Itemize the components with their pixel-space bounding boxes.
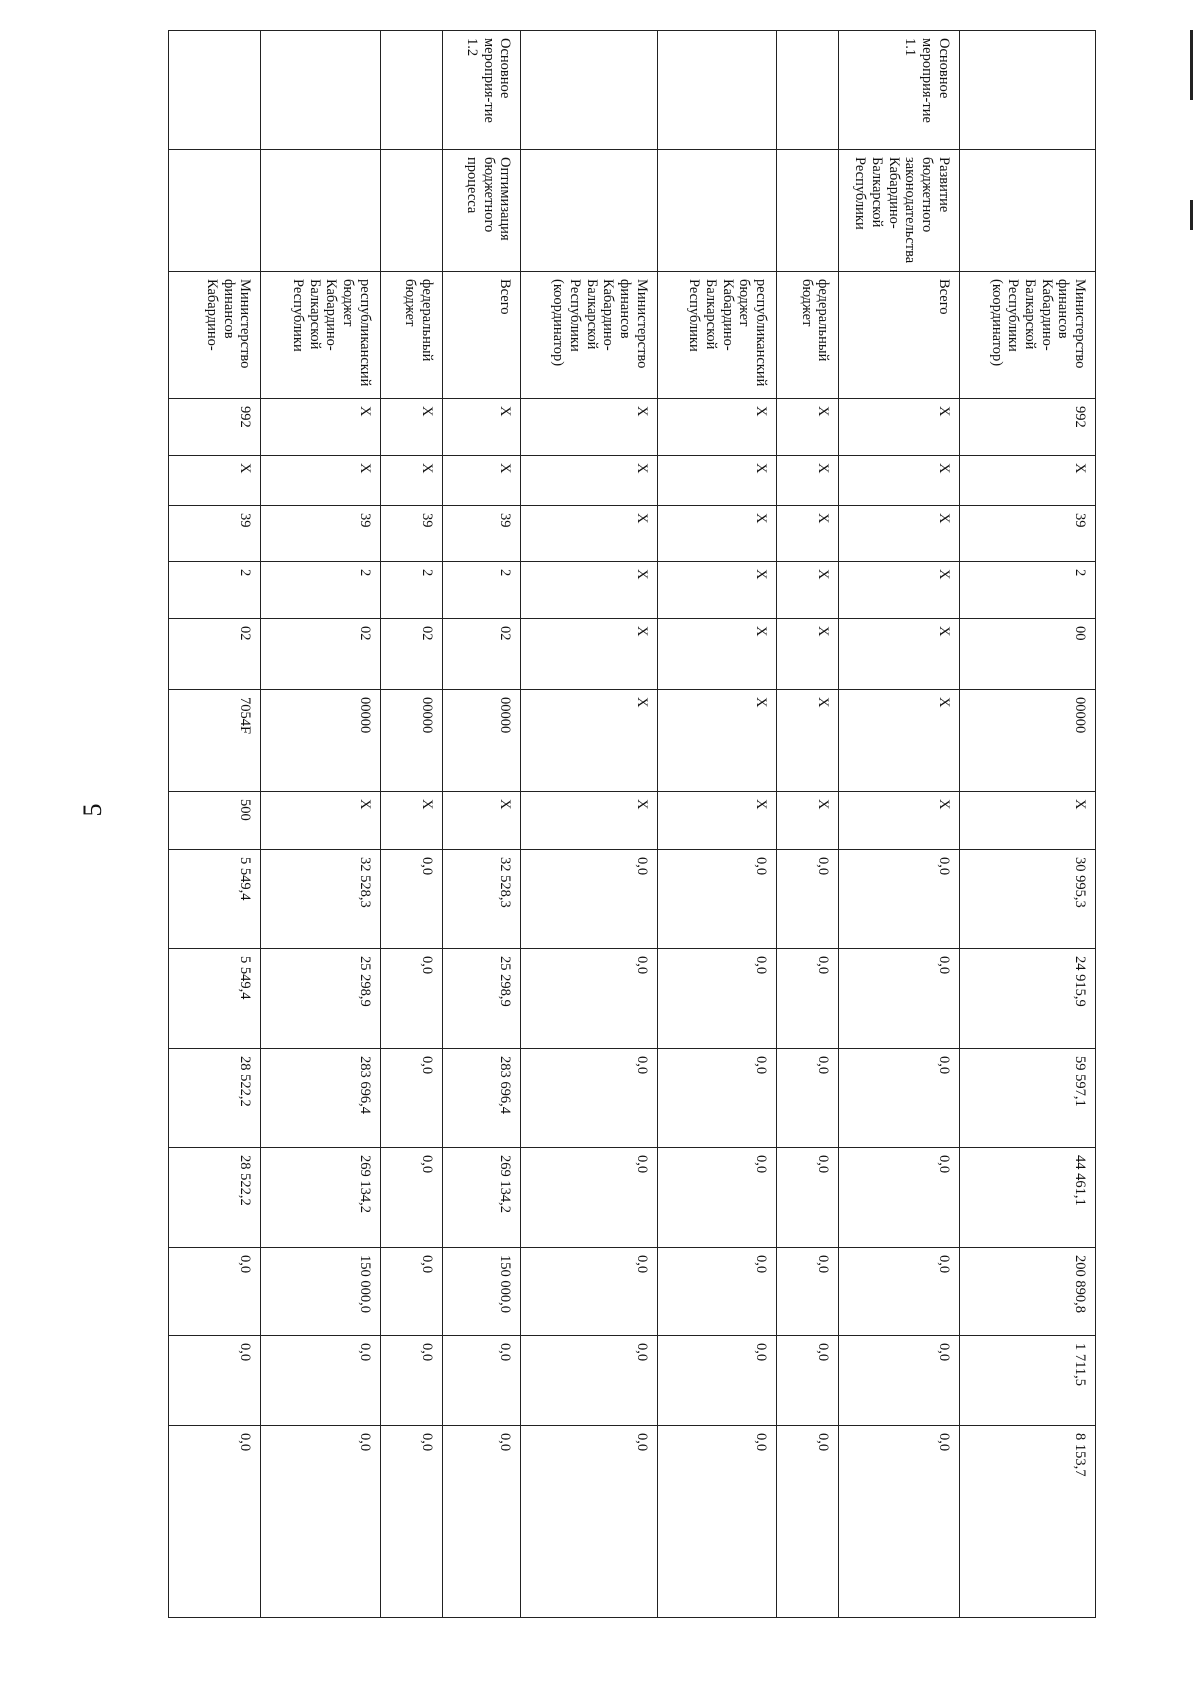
value-year-6-cell: 0,0 [442, 1336, 520, 1426]
value-year-5-cell: 0,0 [380, 1248, 442, 1336]
value-year-2-cell: 24 915,9 [959, 949, 1095, 1049]
funding-source-cell: Министерство финансов Кабардино-Балкарской Республики (координатор) [521, 272, 657, 399]
activity-name-cell [521, 150, 657, 272]
code-om-cell: 2 [380, 562, 442, 619]
code-target-direction-cell: X [521, 690, 657, 792]
value-year-3-cell: 0,0 [380, 1049, 442, 1148]
code-target-article-cell: 02 [261, 619, 380, 690]
value-year-3-cell: 0,0 [521, 1049, 657, 1148]
activity-name-cell [959, 150, 1095, 272]
value-year-2-cell: 0,0 [521, 949, 657, 1049]
code-om-cell: X [521, 562, 657, 619]
value-year-6-cell: 0,0 [261, 1336, 380, 1426]
value-year-2-cell: 0,0 [657, 949, 776, 1049]
value-year-6-cell: 0,0 [521, 1336, 657, 1426]
value-year-5-cell: 200 890,8 [959, 1248, 1095, 1336]
code-om-cell: 2 [959, 562, 1095, 619]
activity-status-cell [169, 31, 261, 150]
value-year-2-cell: 25 298,9 [261, 949, 380, 1049]
code-vr-cell: X [521, 792, 657, 850]
code-om-cell: X [776, 562, 838, 619]
code-pgp-cell: 39 [959, 506, 1095, 562]
code-gp-cell: X [521, 456, 657, 506]
code-pgp-cell: 39 [261, 506, 380, 562]
rotated-table-container [168, 30, 1096, 1617]
code-grbs-cell: 992 [169, 399, 261, 456]
value-year-4-cell: 44 461,1 [959, 1148, 1095, 1248]
value-year-1-cell: 0,0 [380, 850, 442, 949]
value-year-7-cell: 0,0 [261, 1426, 380, 1618]
code-gp-cell: X [839, 456, 959, 506]
value-year-1-cell: 0,0 [521, 850, 657, 949]
code-target-direction-cell: 00000 [442, 690, 520, 792]
value-year-7-cell: 0,0 [169, 1426, 261, 1618]
code-vr-cell: X [959, 792, 1095, 850]
funding-source-cell: Всего [839, 272, 959, 399]
value-year-7-cell: 0,0 [839, 1426, 959, 1618]
value-year-7-cell: 0,0 [442, 1426, 520, 1618]
code-target-article-cell: 02 [169, 619, 261, 690]
activity-status-cell: Основное мероприя-тие 1.2 [442, 31, 520, 150]
value-year-3-cell: 59 597,1 [959, 1049, 1095, 1148]
value-year-2-cell: 25 298,9 [442, 949, 520, 1049]
activity-name-cell [380, 150, 442, 272]
code-pgp-cell: 39 [380, 506, 442, 562]
value-year-4-cell: 0,0 [776, 1148, 838, 1248]
code-target-article-cell: X [657, 619, 776, 690]
value-year-1-cell: 0,0 [657, 850, 776, 949]
funding-source-cell: Министерство финансов Кабардино-Балкарской Республики (координатор) [959, 272, 1095, 399]
code-om-cell: 2 [169, 562, 261, 619]
value-year-6-cell: 1 711,5 [959, 1336, 1095, 1426]
code-target-direction-cell: 00000 [261, 690, 380, 792]
value-year-1-cell: 30 995,3 [959, 850, 1095, 949]
value-year-3-cell: 283 696,4 [442, 1049, 520, 1148]
value-year-1-cell: 32 528,3 [261, 850, 380, 949]
activity-status-cell [959, 31, 1095, 150]
code-target-article-cell: 02 [380, 619, 442, 690]
code-om-cell: X [839, 562, 959, 619]
value-year-4-cell: 269 134,2 [261, 1148, 380, 1248]
budget-table [168, 30, 1096, 1618]
value-year-1-cell: 0,0 [776, 850, 838, 949]
value-year-4-cell: 28 522,2 [169, 1148, 261, 1248]
code-target-article-cell: X [839, 619, 959, 690]
code-gp-cell: X [380, 456, 442, 506]
code-grbs-cell: X [657, 399, 776, 456]
value-year-4-cell: 0,0 [657, 1148, 776, 1248]
scan-edge-mark [1190, 30, 1193, 100]
value-year-6-cell: 0,0 [169, 1336, 261, 1426]
code-om-cell: X [657, 562, 776, 619]
code-grbs-cell: X [839, 399, 959, 456]
activity-name-cell: Развитие бюджетного законодательства Кабардино-Балкарской Республики [839, 150, 959, 272]
code-gp-cell: X [442, 456, 520, 506]
value-year-7-cell: 0,0 [776, 1426, 838, 1618]
value-year-7-cell: 0,0 [521, 1426, 657, 1618]
activity-status-cell [776, 31, 838, 150]
code-grbs-cell: 992 [959, 399, 1095, 456]
code-target-direction-cell: X [839, 690, 959, 792]
value-year-2-cell: 0,0 [380, 949, 442, 1049]
value-year-6-cell: 0,0 [839, 1336, 959, 1426]
funding-source-cell: Всего [442, 272, 520, 399]
value-year-2-cell: 0,0 [776, 949, 838, 1049]
activity-name-cell: Оптимизация бюджетного процесса [442, 150, 520, 272]
value-year-7-cell: 8 153,7 [959, 1426, 1095, 1618]
activity-name-cell [657, 150, 776, 272]
value-year-5-cell: 150 000,0 [261, 1248, 380, 1336]
code-gp-cell: X [261, 456, 380, 506]
code-pgp-cell: X [839, 506, 959, 562]
table-row [657, 31, 776, 1618]
code-target-direction-cell: 00000 [380, 690, 442, 792]
value-year-3-cell: 0,0 [839, 1049, 959, 1148]
value-year-7-cell: 0,0 [380, 1426, 442, 1618]
value-year-1-cell: 32 528,3 [442, 850, 520, 949]
code-vr-cell: X [839, 792, 959, 850]
table-row [959, 31, 1095, 1618]
code-target-article-cell: X [521, 619, 657, 690]
code-pgp-cell: X [521, 506, 657, 562]
code-pgp-cell: 39 [442, 506, 520, 562]
value-year-1-cell: 0,0 [839, 850, 959, 949]
code-target-direction-cell: 00000 [959, 690, 1095, 792]
code-grbs-cell: X [442, 399, 520, 456]
value-year-3-cell: 283 696,4 [261, 1049, 380, 1148]
code-vr-cell: X [261, 792, 380, 850]
funding-source-cell: федеральный бюджет [380, 272, 442, 399]
code-pgp-cell: X [776, 506, 838, 562]
code-gp-cell: X [169, 456, 261, 506]
code-vr-cell: X [380, 792, 442, 850]
code-target-article-cell: X [776, 619, 838, 690]
code-gp-cell: X [776, 456, 838, 506]
value-year-4-cell: 0,0 [380, 1148, 442, 1248]
activity-name-cell [261, 150, 380, 272]
value-year-3-cell: 28 522,2 [169, 1049, 261, 1148]
code-target-direction-cell: X [776, 690, 838, 792]
value-year-4-cell: 0,0 [839, 1148, 959, 1248]
value-year-4-cell: 269 134,2 [442, 1148, 520, 1248]
funding-source-cell: федеральный бюджет [776, 272, 838, 399]
value-year-5-cell: 0,0 [169, 1248, 261, 1336]
value-year-6-cell: 0,0 [380, 1336, 442, 1426]
table-row [776, 31, 838, 1618]
code-pgp-cell: X [657, 506, 776, 562]
page-number: 5 [78, 803, 107, 817]
activity-status-cell: Основное мероприя-тие 1.1 [839, 31, 959, 150]
table-body [169, 31, 1096, 1618]
code-target-article-cell: 02 [442, 619, 520, 690]
funding-source-cell: республиканский бюджет Кабардино-Балкарской Республики [261, 272, 380, 399]
activity-status-cell [521, 31, 657, 150]
value-year-1-cell: 5 549,4 [169, 850, 261, 949]
activity-status-cell [657, 31, 776, 150]
activity-name-cell [169, 150, 261, 272]
table-row [839, 31, 959, 1618]
code-grbs-cell: X [380, 399, 442, 456]
table-row [380, 31, 442, 1618]
table-row [169, 31, 261, 1618]
value-year-2-cell: 5 549,4 [169, 949, 261, 1049]
scan-edge-mark [1190, 200, 1193, 230]
value-year-5-cell: 0,0 [839, 1248, 959, 1336]
value-year-2-cell: 0,0 [839, 949, 959, 1049]
code-grbs-cell: X [521, 399, 657, 456]
code-om-cell: 2 [442, 562, 520, 619]
code-target-direction-cell: 7054F [169, 690, 261, 792]
funding-source-cell: республиканский бюджет Кабардино-Балкарской Республики [657, 272, 776, 399]
value-year-5-cell: 0,0 [521, 1248, 657, 1336]
code-vr-cell: X [776, 792, 838, 850]
value-year-7-cell: 0,0 [657, 1426, 776, 1618]
value-year-5-cell: 0,0 [657, 1248, 776, 1336]
code-gp-cell: X [959, 456, 1095, 506]
activity-status-cell [261, 31, 380, 150]
funding-source-cell: Министерство финансов Кабардино- [169, 272, 261, 399]
code-pgp-cell: 39 [169, 506, 261, 562]
code-gp-cell: X [657, 456, 776, 506]
activity-name-cell [776, 150, 838, 272]
value-year-3-cell: 0,0 [657, 1049, 776, 1148]
code-vr-cell: X [657, 792, 776, 850]
value-year-5-cell: 0,0 [776, 1248, 838, 1336]
code-om-cell: 2 [261, 562, 380, 619]
code-grbs-cell: X [261, 399, 380, 456]
value-year-5-cell: 150 000,0 [442, 1248, 520, 1336]
code-grbs-cell: X [776, 399, 838, 456]
table-row [261, 31, 380, 1618]
activity-status-cell [380, 31, 442, 150]
code-target-direction-cell: X [657, 690, 776, 792]
value-year-6-cell: 0,0 [776, 1336, 838, 1426]
table-row [521, 31, 657, 1618]
value-year-6-cell: 0,0 [657, 1336, 776, 1426]
table-row [442, 31, 520, 1618]
code-target-article-cell: 00 [959, 619, 1095, 690]
code-vr-cell: 500 [169, 792, 261, 850]
code-vr-cell: X [442, 792, 520, 850]
value-year-3-cell: 0,0 [776, 1049, 838, 1148]
value-year-4-cell: 0,0 [521, 1148, 657, 1248]
